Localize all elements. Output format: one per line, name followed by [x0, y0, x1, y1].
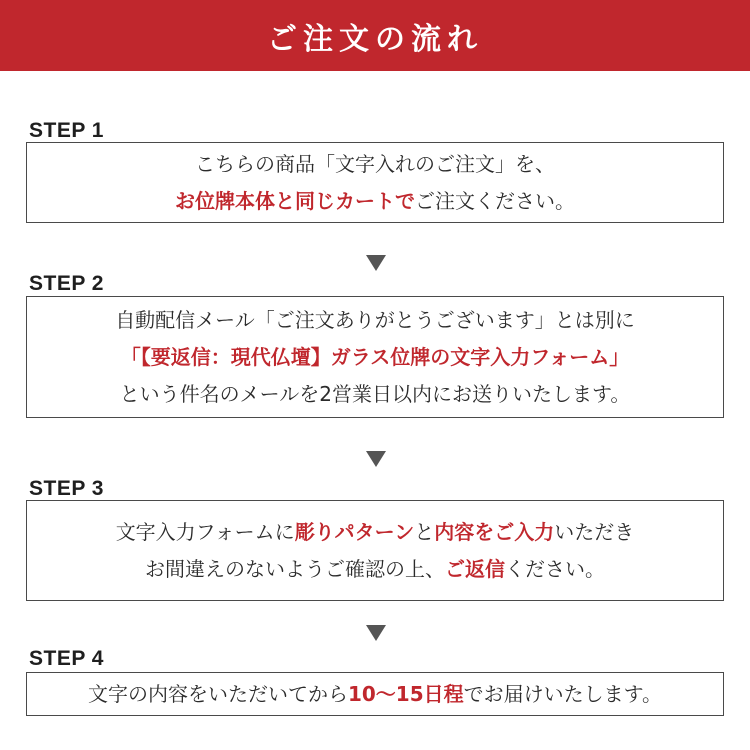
step-3-line-1 — [116, 514, 635, 551]
step-2-line-2 — [121, 339, 629, 376]
step-2-line-3 — [120, 376, 631, 413]
step-2-highlight: 「【要返信：現代仏壇】ガラス位牌の文字入力フォーム」 — [120, 344, 630, 369]
down-arrow-icon — [366, 255, 386, 271]
step-3-text: ください。 — [505, 556, 605, 581]
step-1-text: こちらの商品「文字入れのご注文」を、 — [195, 151, 555, 176]
step-1-line-1 — [195, 146, 555, 183]
step-2-text: という件名のメールを2営業日以内にお送りいたします。 — [119, 381, 631, 406]
page-title: ご注文の流れ — [267, 21, 483, 57]
step-1-label: STEP 1 — [29, 119, 104, 142]
step-3-line-2 — [145, 551, 605, 588]
step-4-line-1 — [88, 676, 662, 713]
step-3-text: 文字入力フォームに — [115, 519, 295, 544]
header-banner — [0, 0, 750, 71]
step-3-text: お間違えのないようご確認の上、 — [145, 556, 445, 581]
step-3-highlight: ご返信 — [445, 556, 505, 581]
step-2-text: 自動配信メール「ご注文ありがとうございます」とは別に — [115, 307, 635, 332]
step-1-box — [26, 142, 724, 223]
step-1-text: ご注文ください。 — [415, 188, 575, 213]
step-1-line-2 — [175, 183, 575, 220]
step-4-box — [26, 672, 724, 716]
step-2-label: STEP 2 — [29, 272, 104, 295]
down-arrow-icon — [366, 451, 386, 467]
step-4-label: STEP 4 — [29, 647, 104, 670]
step-1-highlight: お位牌本体と同じカートで — [175, 188, 415, 213]
step-4-highlight: 10〜15日程 — [347, 681, 464, 706]
step-2-line-1 — [115, 302, 635, 339]
down-arrow-icon — [366, 625, 386, 641]
step-3-highlight: 内容をご入力 — [434, 519, 555, 544]
step-4-text: でお届けいたします。 — [463, 681, 663, 706]
step-3-text: いただき — [554, 519, 635, 544]
step-3-text: と — [414, 519, 435, 544]
step-3-box — [26, 500, 724, 601]
step-3-label: STEP 3 — [29, 477, 104, 500]
step-3-highlight: 彫りパターン — [294, 519, 415, 544]
step-4-text: 文字の内容をいただいてから — [87, 681, 348, 706]
step-2-box — [26, 296, 724, 418]
